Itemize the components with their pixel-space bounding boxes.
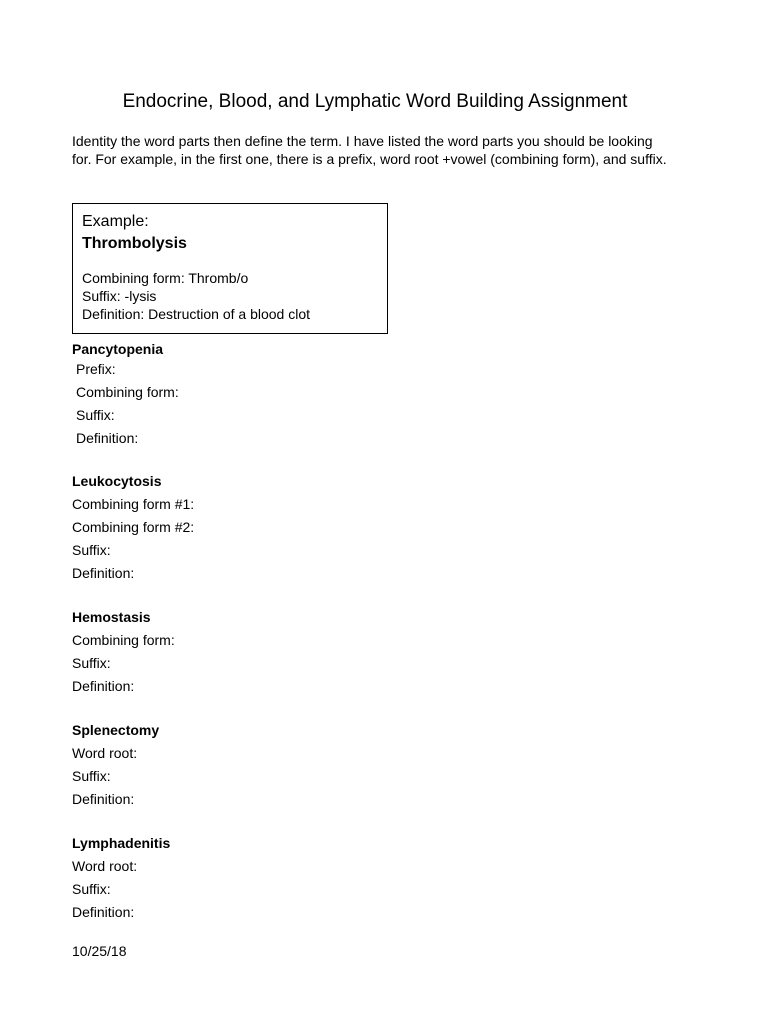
field-combining-form-2: Combining form #2: xyxy=(72,519,195,535)
term-section-leukocytosis xyxy=(72,472,194,585)
field-suffix: Suffix: xyxy=(72,542,111,558)
field-word-root: Word root: xyxy=(72,745,138,761)
field-combining-form: Combining form: xyxy=(76,384,179,400)
term-fields xyxy=(72,629,175,698)
page-title: Endocrine, Blood, and Lymphatic Word Building Assignment xyxy=(122,91,628,112)
example-box xyxy=(72,203,388,334)
field-combining-form: Combining form: xyxy=(72,632,175,648)
example-term: Thrombolysis xyxy=(82,235,187,252)
term-fields xyxy=(72,855,170,924)
term-section-lymphadenitis xyxy=(72,834,170,924)
example-details xyxy=(82,269,310,323)
term-section-hemostasis xyxy=(72,608,175,698)
field-suffix: Suffix: xyxy=(76,407,115,423)
term-fields xyxy=(72,742,159,811)
term-title: Lymphadenitis xyxy=(72,835,171,851)
term-fields xyxy=(72,358,179,450)
term-title: Splenectomy xyxy=(72,722,160,738)
instructions-paragraph: Identity the word parts then define the term. I have listed the word parts you should be looking for. For example, in the first one, there is a prefix, word root +vowel (combining form), and suffix. xyxy=(72,133,667,167)
field-definition: Definition: xyxy=(72,791,135,807)
field-definition: Definition: xyxy=(76,430,139,446)
field-suffix: Suffix: xyxy=(72,768,111,784)
term-title: Pancytopenia xyxy=(72,341,164,357)
example-definition: Definition: Destruction of a blood clot xyxy=(82,306,311,322)
term-title: Leukocytosis xyxy=(72,473,162,489)
field-combining-form-1: Combining form #1: xyxy=(72,496,195,512)
term-section-pancytopenia xyxy=(72,340,179,450)
example-combining-form: Combining form: Thromb/o xyxy=(82,270,249,286)
field-definition: Definition: xyxy=(72,678,135,694)
field-suffix: Suffix: xyxy=(72,881,111,897)
field-prefix: Prefix: xyxy=(76,361,116,377)
term-title: Hemostasis xyxy=(72,609,151,625)
example-suffix: Suffix: -lysis xyxy=(82,288,157,304)
field-definition: Definition: xyxy=(72,565,135,581)
example-label: Example: xyxy=(82,213,149,230)
field-word-root: Word root: xyxy=(72,858,138,874)
term-fields xyxy=(72,493,194,585)
field-suffix: Suffix: xyxy=(72,655,111,671)
term-section-splenectomy xyxy=(72,721,159,811)
field-definition: Definition: xyxy=(72,904,135,920)
footer-date: 10/25/18 xyxy=(72,943,127,959)
